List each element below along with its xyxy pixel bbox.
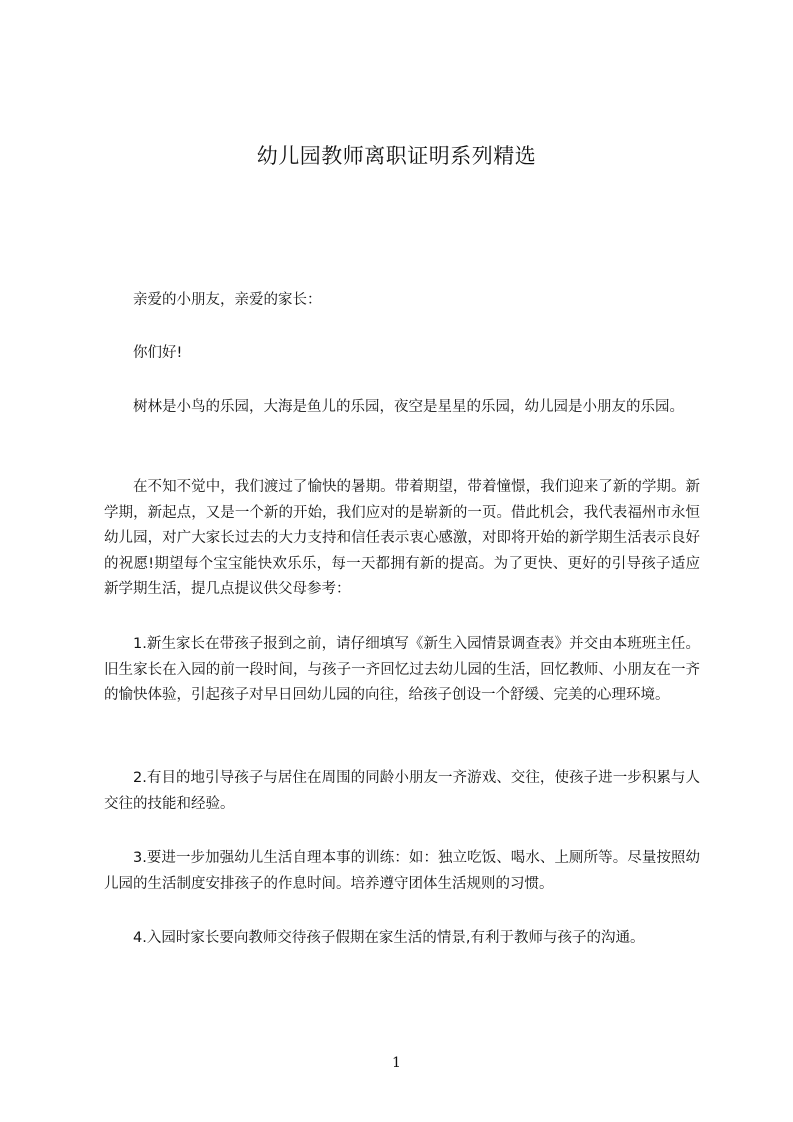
hello-paragraph: 你们好! xyxy=(133,345,183,361)
greeting-paragraph: 亲爱的小朋友，亲爱的家长： xyxy=(133,292,322,308)
page-number: 1 xyxy=(392,1055,401,1071)
intro-paragraph: 在不知不觉中，我们渡过了愉快的暑期。带着期望，带着憧憬，我们迎来了新的学期。新学期，新起点，又是一个新的开始，我们应对的是崭新的一页。借此机会，我代表福州市永恒幼儿园，对广大家长过去的大力支持和信任表示衷心感激，对即将开始的新学期生活表示良好的祝愿!期望每个宝宝能快欢乐乐，每一天都拥有新的提高。为了更快、更好的引导孩子适应新学期生活，提几点提议供父母参考： xyxy=(104,479,700,597)
document-title: 幼儿园教师离职证明系列精选 xyxy=(256,144,537,168)
suggestion-item-4: 4.入园时家长要向教师交待孩子假期在家生活的情景,有利于教师与孩子的沟通。 xyxy=(133,930,645,946)
suggestion-item-3: 3.要进一步加强幼儿生活自理本事的训练：如：独立吃饭、喝水、上厕所等。尽量按照幼儿园的生活制度安排孩子的作息时间。培养遵守团体生活规则的习惯。 xyxy=(104,850,700,892)
forest-paragraph: 树林是小鸟的乐园，大海是鱼儿的乐园，夜空是星星的乐园，幼儿园是小朋友的乐园。 xyxy=(133,399,684,415)
suggestion-item-2: 2.有目的地引导孩子与居住在周围的同龄小朋友一齐游戏、交往，使孩子进一步积累与人交往的技能和经验。 xyxy=(104,770,700,812)
suggestion-item-1: 1.新生家长在带孩子报到之前，请仔细填写《新生入园情景调查表》并交由本班班主任。旧生家长在入园的前一段时间，与孩子一齐回忆过去幼儿园的生活，回忆教师、小朋友在一齐的愉快体验，引起孩子对早日回幼儿园的向往，给孩子创设一个舒缓、完美的心理环境。 xyxy=(104,636,700,703)
